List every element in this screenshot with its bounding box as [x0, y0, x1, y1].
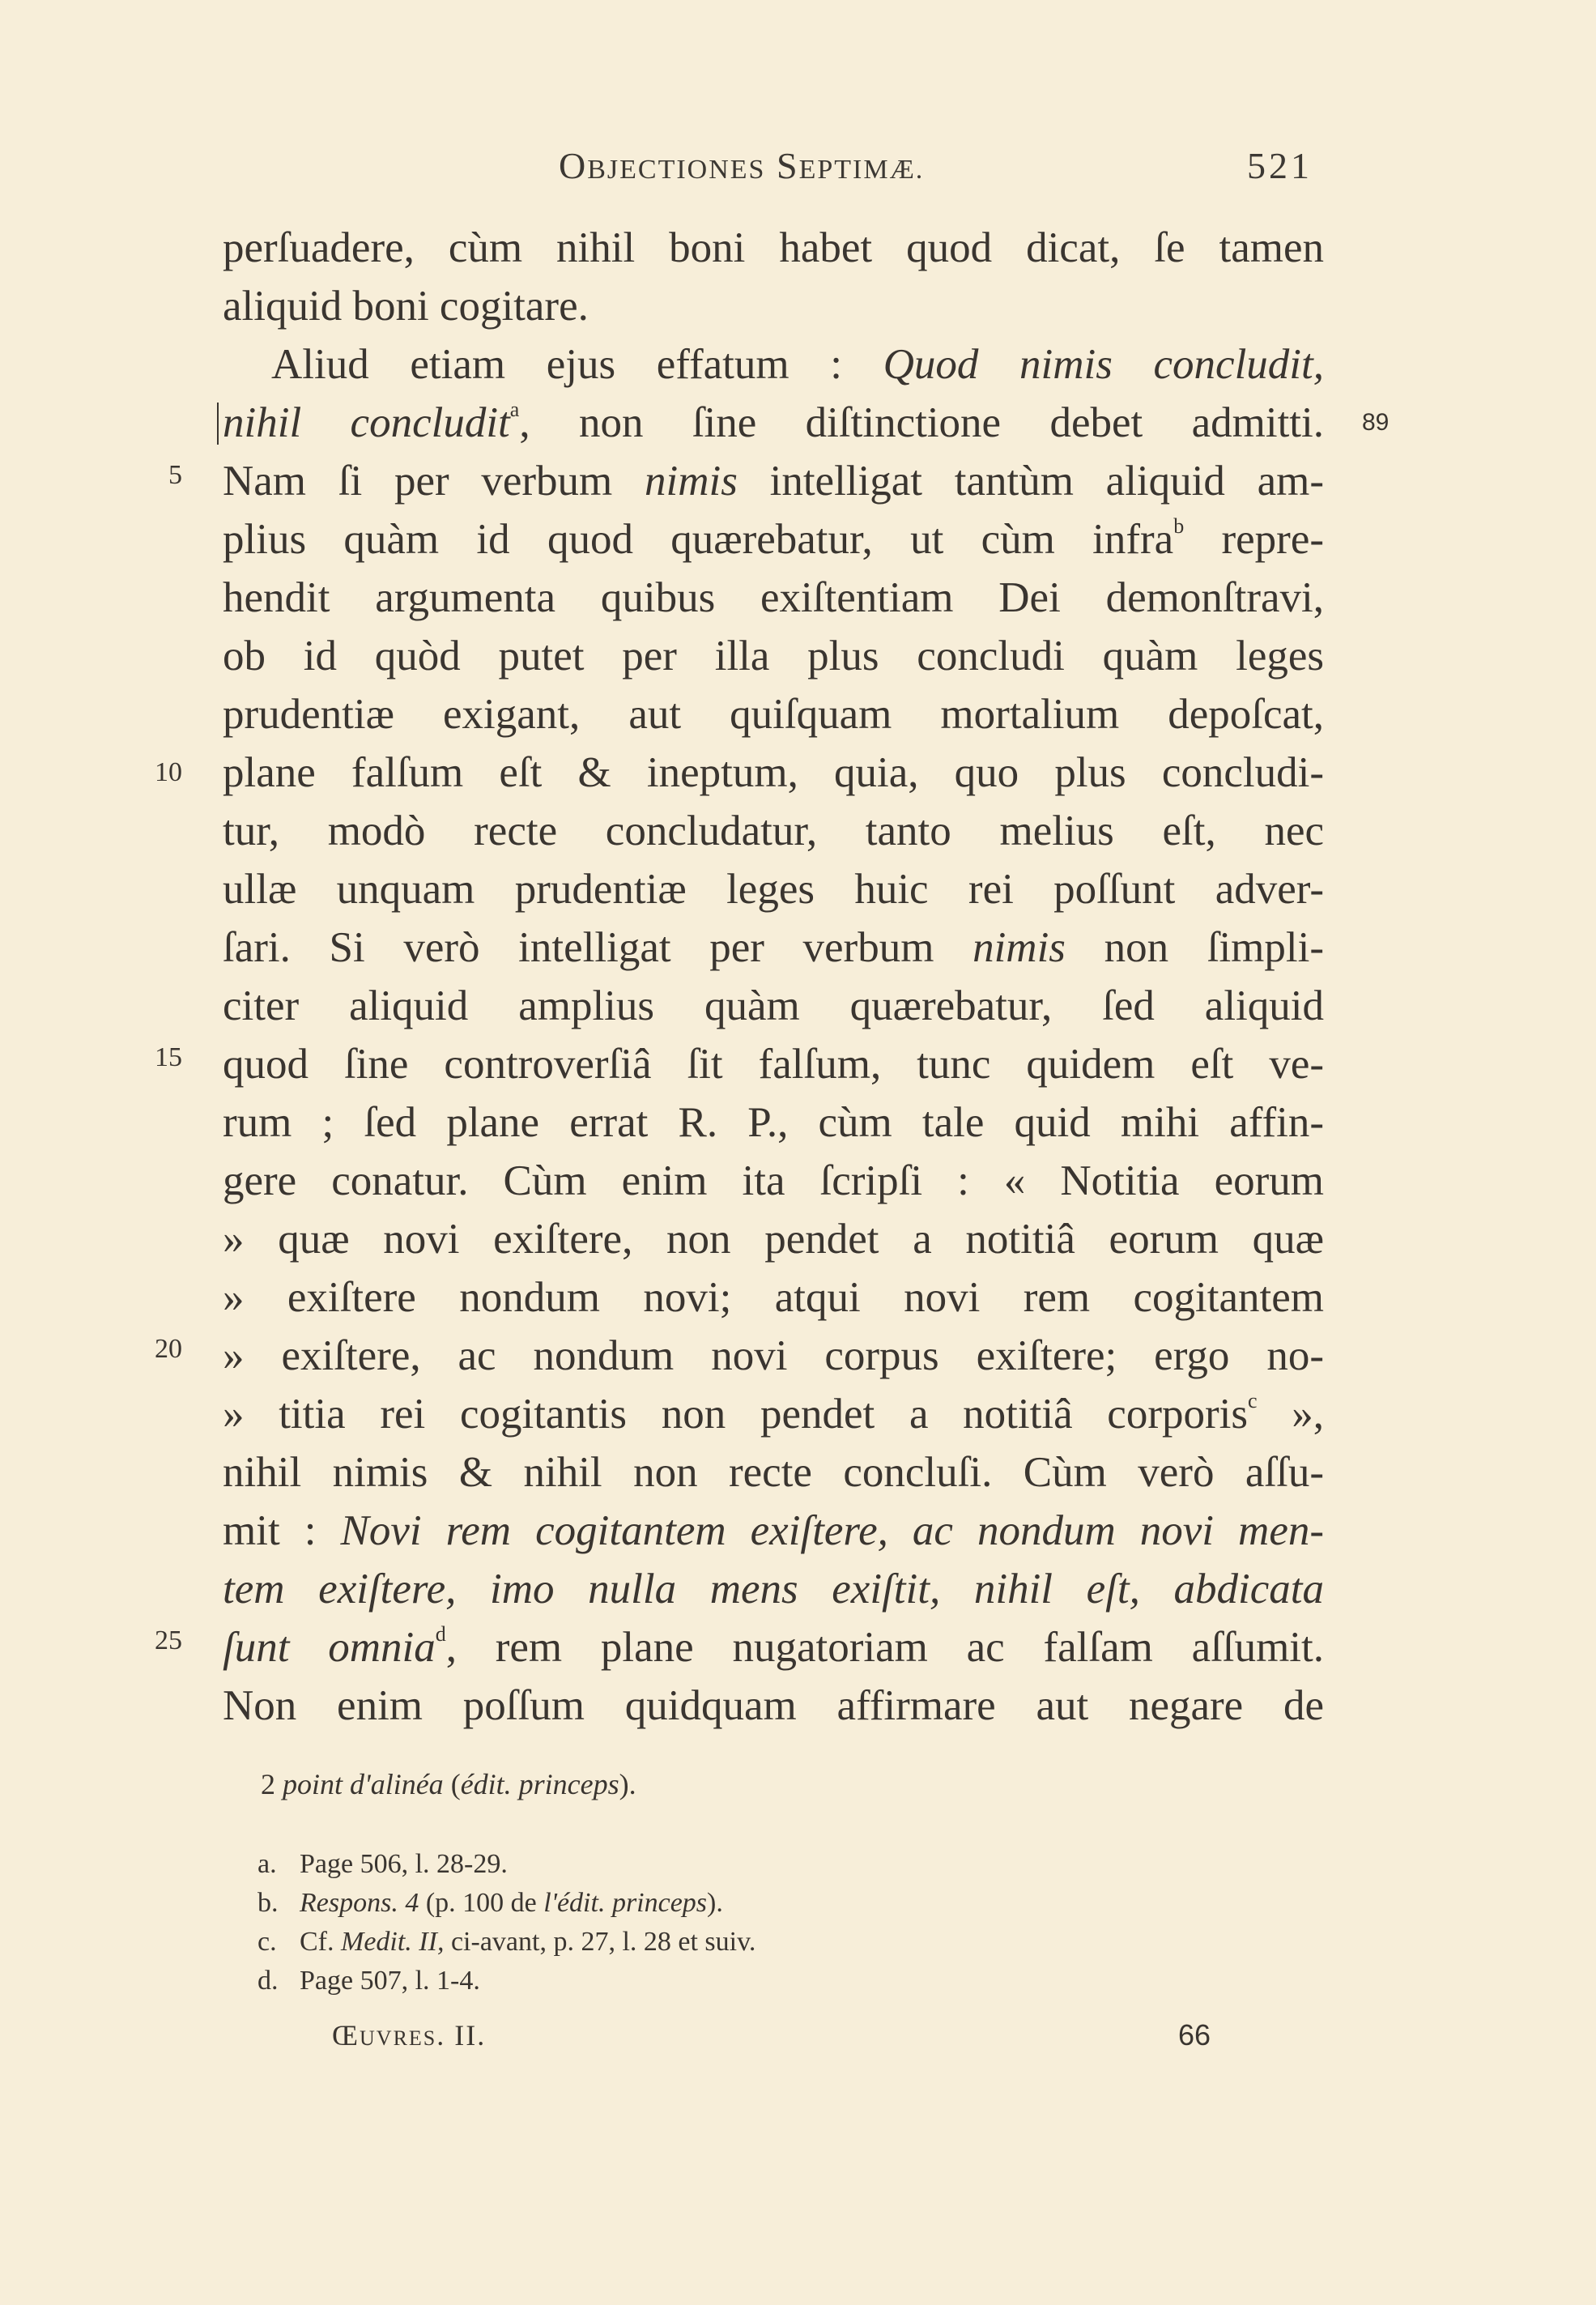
text-line: quod ſine controverſiâ ſit falſum, tunc quidem eſt ve- — [223, 1041, 1324, 1088]
running-header — [559, 144, 1368, 193]
text-line: ſunt omnia$^d$, rem plane nugatoriam ac falſam aſſumit. — [223, 1622, 1324, 1671]
line-number: 10 — [155, 757, 182, 787]
variant-note: 2 point d'alinéa (édit. princeps). — [261, 1768, 636, 1800]
text-line: » exiſtere nondum novi; atqui novi rem cogitantem — [223, 1274, 1324, 1321]
text-line: hendit argumenta quibus exiſtentiam Dei demonſtravi, — [223, 574, 1324, 621]
footer — [332, 2018, 1223, 2059]
text-line: gere conatur. Cùm enim ita ſcripſi : « Notitia eorum — [223, 1157, 1324, 1204]
footnotes — [257, 1845, 1310, 2000]
text-line: nihil concludit$^a$, non ſine diſtinctione debet admitti. — [223, 398, 1324, 446]
footnote: d. Page 507, l. 1-4. — [257, 1966, 480, 1996]
text-line: ſari. Si verò intelligat per verbum nimis non ſimpli- — [223, 924, 1324, 971]
line-number: 20 — [155, 1334, 182, 1364]
footnote: b. Respons. 4 (p. 100 de l'édit. princeps). — [257, 1888, 723, 1918]
text-line: ob id quòd putet per illa plus concludi quàm leges — [223, 633, 1324, 680]
text-line: » quæ novi exiſtere, non pendet a notitiâ eorum quæ — [223, 1216, 1324, 1263]
footnote: c. Cf. Medit. II, ci-avant, p. 27, l. 28 et suiv. — [257, 1927, 756, 1957]
edition-page-reference: 89 — [1362, 409, 1390, 436]
text-line: citer aliquid amplius quàm quærebatur, ſed aliquid — [223, 982, 1324, 1029]
text-line: ullæ unquam prudentiæ leges huic rei poſſunt adver- — [223, 866, 1324, 913]
line-number: 5 — [168, 460, 182, 490]
text-line: Nam ſi per verbum nimis intelligat tantùm aliquid am- — [223, 458, 1324, 505]
gathering-number: 66 — [1178, 2018, 1211, 2051]
signature-mark: ŒUVRES. II. — [332, 2019, 487, 2051]
text-line: Non enim poſſum quidquam affirmare aut negare de — [223, 1682, 1324, 1729]
text-line: mit : Novi rem cogitantem exiſtere, ac nondum novi men- — [223, 1507, 1324, 1554]
text-line: prudentiæ exigant, aut quiſquam mortalium depoſcat, — [223, 691, 1324, 738]
text-line: plius quàm id quod quærebatur, ut cùm infra$^b$ repre- — [223, 514, 1324, 563]
text-line: plane falſum eſt & ineptum, quia, quo plus concludi- — [223, 749, 1324, 796]
text-line: Aliud etiam ejus effatum : Quod nimis concludit, — [271, 341, 1324, 388]
text-line: nihil nimis & nihil non recte concluſi. Cùm verò aſſu- — [223, 1449, 1324, 1496]
text-line: » exiſtere, ac nondum novi corpus exiſtere; ergo no- — [223, 1332, 1324, 1379]
text-line: tem exiſtere, imo nulla mens exiſtit, nihil eſt, abdicata — [223, 1566, 1324, 1613]
text-line: rum ; ſed plane errat R. P., cùm tale quid mihi affin- — [223, 1099, 1324, 1146]
running-title: OBJECTIONES SEPTIMÆ. — [559, 145, 925, 186]
line-number: 15 — [155, 1042, 182, 1072]
text-line: tur, modò recte concludatur, tanto melius eſt, nec — [223, 807, 1324, 854]
text-line: » titia rei cogitantis non pendet a notitiâ corporis$^c$ », — [223, 1389, 1325, 1438]
page-number: 521 — [1247, 145, 1313, 186]
page-break-marker — [217, 403, 219, 445]
text-line: perſuadere, cùm nihil boni habet quod dicat, ſe tamen — [223, 224, 1324, 271]
line-number: 25 — [155, 1625, 182, 1655]
footnote: a. Page 506, l. 28-29. — [257, 1849, 508, 1879]
text-line: aliquid boni cogitare. — [223, 283, 589, 330]
